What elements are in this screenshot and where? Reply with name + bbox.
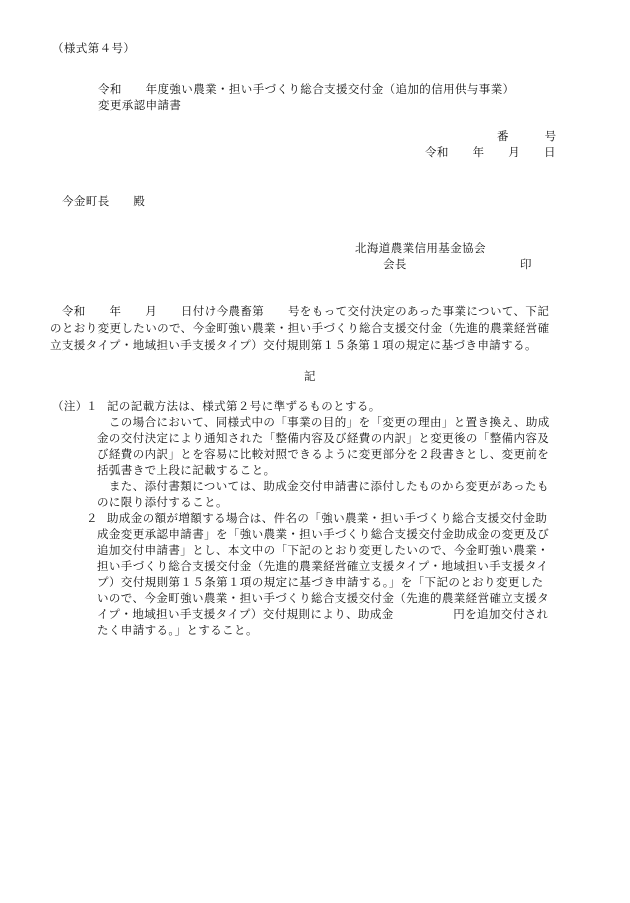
form-number: （様式第４号）	[52, 41, 136, 55]
document-title-line-1: 令和 年度強い農業・担い手づくり総合支援交付金（追加的信用供与事業）	[98, 82, 515, 96]
body-line: のとおり変更したいので、今金町強い農業・担い手づくり総合支援交付金（先進的農業経営確	[50, 321, 550, 335]
note-1-line: 金の交付決定により通知された「整備内容及び経費の内訳」と変更後の「整備内容及	[97, 431, 550, 445]
note-1-line: この場合において、同様式中の「事業の目的」を「変更の理由」と置き換え、助成	[97, 415, 550, 429]
number-line: 番 号	[497, 129, 557, 143]
addressee: 今金町長 殿	[62, 194, 146, 208]
note-2-line: たく申請する。」とすること。	[97, 623, 258, 637]
note-2-line: イプ・地域担い手支援タイプ）交付規則により、助成金 円を追加交付され	[97, 607, 549, 621]
note-1-line: 記の記載方法は、様式第２号に準ずるものとする。	[107, 399, 381, 413]
note-1-line: また、添付書類については、助成金交付申請書に添付したものから変更があったも	[97, 479, 549, 493]
note-2-line: 成金変更承認申請書」を「強い農業・担い手づくり総合支援交付金助成金の変更及び	[97, 527, 550, 541]
note-2-line: 担い手づくり総合支援交付金（先進的農業経営確立支援タイプ・地域担い手支援タイ	[97, 559, 549, 573]
applicant-title: 会長	[383, 257, 407, 271]
note-2-line: 追加交付申請書」とし、本文中の「下記のとおり変更したいので、今金町強い農業・	[97, 543, 549, 557]
note-2-line: プ）交付規則第１５条第１項の規定に基づき申請する。」を「下記のとおり変更した	[97, 575, 544, 589]
document-title-line-2: 変更承認申請書	[98, 98, 182, 112]
body-line: 立支援タイプ・地域担い手支援タイプ）交付規則第１５条第１項の規定に基づき申請する。	[50, 338, 537, 352]
notes-label: （注）	[52, 399, 88, 413]
body-line: 令和 年 月 日付け今農畜第 号をもって交付決定のあった事業について、下記	[50, 304, 550, 318]
note-1-line: 括弧書きで上段に記載すること。	[97, 463, 276, 477]
note-1-line: のに限り添付すること。	[97, 495, 228, 509]
note-1-line: び経費の内訳」とを容易に比較対照できるように変更部分を２段書きとし、変更前を	[97, 447, 550, 461]
note-2-number: ２	[86, 511, 98, 525]
note-2-line: いので、今金町強い農業・担い手づくり総合支援交付金（先進的農業経営確立支援タ	[97, 591, 549, 605]
date-line: 令和 年 月 日	[425, 145, 556, 159]
applicant-organization: 北海道農業信用基金協会	[355, 241, 486, 255]
ki-heading: 記	[304, 369, 316, 383]
seal-mark: 印	[520, 257, 532, 271]
note-2-line: 助成金の額が増額する場合は、件名の「強い農業・担い手づくり総合支援交付金助	[107, 511, 548, 525]
note-1-number: １	[86, 399, 98, 413]
